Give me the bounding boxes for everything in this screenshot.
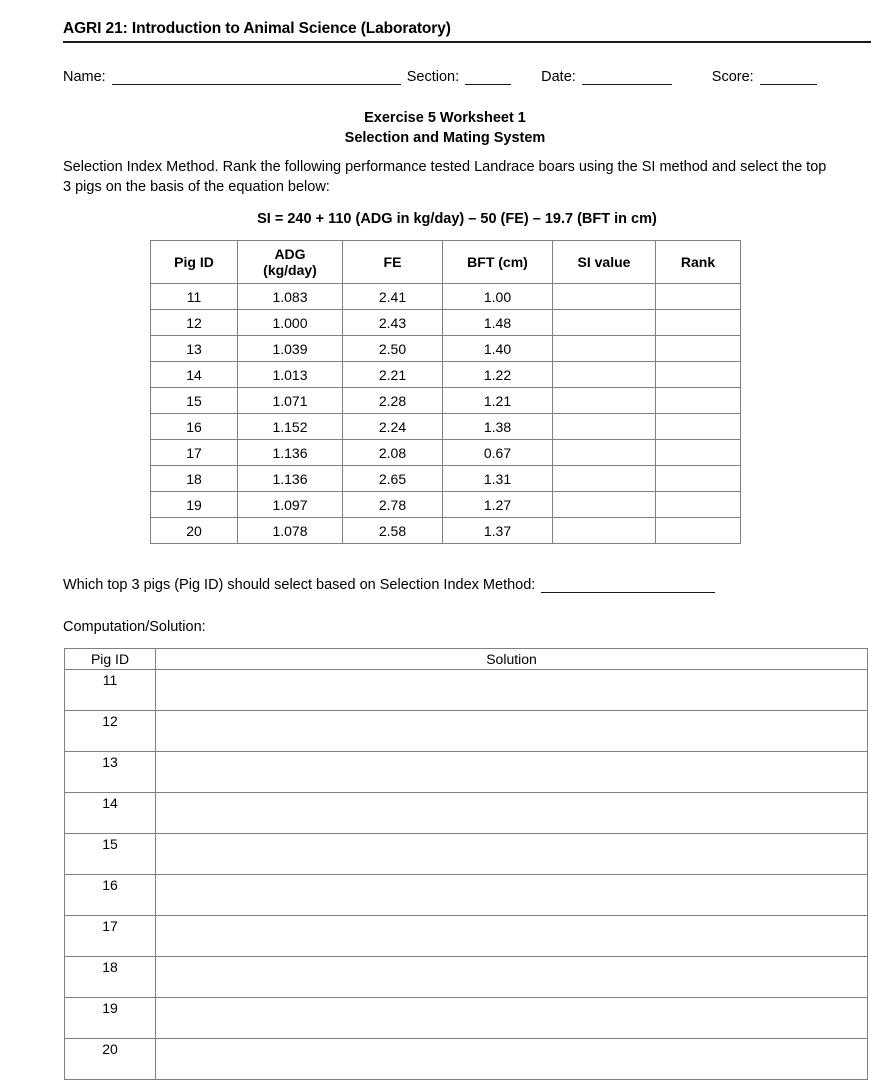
cell-si-value[interactable] bbox=[553, 518, 656, 544]
cell-rank[interactable] bbox=[656, 362, 741, 388]
section-input-blank[interactable] bbox=[465, 70, 511, 85]
cell-fe: 2.43 bbox=[343, 310, 443, 336]
cell-pig-id: 20 bbox=[151, 518, 238, 544]
cell-rank[interactable] bbox=[656, 414, 741, 440]
cell-fe: 2.58 bbox=[343, 518, 443, 544]
cell-pig-id: 12 bbox=[151, 310, 238, 336]
performance-data-table-wrapper bbox=[150, 240, 740, 544]
solution-row bbox=[65, 752, 868, 793]
cell-bft: 1.48 bbox=[443, 310, 553, 336]
table-row bbox=[151, 310, 741, 336]
cell-bft: 1.22 bbox=[443, 362, 553, 388]
score-label: Score: bbox=[711, 69, 754, 85]
cell-si-value[interactable] bbox=[553, 388, 656, 414]
performance-data-table bbox=[150, 240, 741, 544]
top-three-answer-blank[interactable] bbox=[541, 579, 715, 593]
cell-adg: 1.000 bbox=[238, 310, 343, 336]
table-row bbox=[151, 466, 741, 492]
solution-cell-pig-id: 15 bbox=[65, 834, 156, 875]
exercise-title-line2: Selection and Mating System bbox=[344, 130, 546, 146]
solution-cell-pig-id: 19 bbox=[65, 998, 156, 1039]
cell-rank[interactable] bbox=[656, 388, 741, 414]
score-input-blank[interactable] bbox=[760, 70, 817, 85]
solution-cell-pig-id: 16 bbox=[65, 875, 156, 916]
cell-rank[interactable] bbox=[656, 310, 741, 336]
solution-cell-pig-id: 12 bbox=[65, 711, 156, 752]
cell-fe: 2.28 bbox=[343, 388, 443, 414]
solution-cell-pig-id: 11 bbox=[65, 670, 156, 711]
column-header-adg-line1: ADG bbox=[274, 246, 306, 262]
solution-cell-pig-id: 13 bbox=[65, 752, 156, 793]
cell-bft: 1.31 bbox=[443, 466, 553, 492]
solution-cell-answer[interactable] bbox=[156, 711, 868, 752]
solution-cell-answer[interactable] bbox=[156, 834, 868, 875]
cell-adg: 1.097 bbox=[238, 492, 343, 518]
cell-rank[interactable] bbox=[656, 466, 741, 492]
solution-header-row bbox=[65, 649, 868, 670]
solution-row bbox=[65, 711, 868, 752]
name-input-blank[interactable] bbox=[112, 70, 401, 85]
column-header-bft: BFT (cm) bbox=[443, 241, 553, 284]
column-header-si-value: SI value bbox=[553, 241, 656, 284]
cell-rank[interactable] bbox=[656, 284, 741, 310]
cell-rank[interactable] bbox=[656, 518, 741, 544]
top-three-question-text: Which top 3 pigs (Pig ID) should select based on Selection Index Method: bbox=[63, 577, 536, 593]
table-row bbox=[151, 336, 741, 362]
cell-pig-id: 15 bbox=[151, 388, 238, 414]
column-header-rank: Rank bbox=[656, 241, 741, 284]
cell-fe: 2.50 bbox=[343, 336, 443, 362]
date-input-blank[interactable] bbox=[582, 70, 672, 85]
exercise-title-line1: Exercise 5 Worksheet 1 bbox=[364, 110, 526, 126]
computation-label: Computation/Solution: bbox=[63, 619, 206, 635]
table-row bbox=[151, 284, 741, 310]
table-row bbox=[151, 388, 741, 414]
solution-column-header-solution: Solution bbox=[156, 649, 868, 670]
solution-cell-pig-id: 20 bbox=[65, 1039, 156, 1080]
performance-data-table-body bbox=[151, 284, 741, 544]
solution-row bbox=[65, 916, 868, 957]
cell-si-value[interactable] bbox=[553, 336, 656, 362]
cell-si-value[interactable] bbox=[553, 284, 656, 310]
table-row bbox=[151, 414, 741, 440]
solution-column-header-pig-id: Pig ID bbox=[65, 649, 156, 670]
solution-row bbox=[65, 875, 868, 916]
solution-row bbox=[65, 670, 868, 711]
solution-cell-answer[interactable] bbox=[156, 916, 868, 957]
solution-cell-answer[interactable] bbox=[156, 1039, 868, 1080]
cell-si-value[interactable] bbox=[553, 440, 656, 466]
cell-fe: 2.65 bbox=[343, 466, 443, 492]
cell-si-value[interactable] bbox=[553, 310, 656, 336]
exercise-title bbox=[0, 108, 890, 148]
column-header-fe: FE bbox=[343, 241, 443, 284]
cell-adg: 1.136 bbox=[238, 466, 343, 492]
cell-fe: 2.21 bbox=[343, 362, 443, 388]
table-row bbox=[151, 518, 741, 544]
solution-cell-pig-id: 17 bbox=[65, 916, 156, 957]
solution-cell-answer[interactable] bbox=[156, 998, 868, 1039]
cell-pig-id: 17 bbox=[151, 440, 238, 466]
cell-pig-id: 16 bbox=[151, 414, 238, 440]
identity-line bbox=[63, 63, 875, 85]
cell-rank[interactable] bbox=[656, 492, 741, 518]
table-row bbox=[151, 440, 741, 466]
table-header-row bbox=[151, 241, 741, 284]
solution-row bbox=[65, 957, 868, 998]
cell-rank[interactable] bbox=[656, 336, 741, 362]
cell-adg: 1.039 bbox=[238, 336, 343, 362]
solution-cell-pig-id: 14 bbox=[65, 793, 156, 834]
cell-adg: 1.083 bbox=[238, 284, 343, 310]
solution-cell-answer[interactable] bbox=[156, 875, 868, 916]
cell-adg: 1.013 bbox=[238, 362, 343, 388]
selection-index-equation: SI = 240 + 110 (ADG in kg/day) – 50 (FE) – 19.7 (BFT in cm) bbox=[257, 211, 657, 227]
column-header-adg-line2: (kg/day) bbox=[263, 262, 317, 278]
table-row bbox=[151, 362, 741, 388]
column-header-adg bbox=[238, 241, 343, 284]
solution-table-wrapper bbox=[64, 648, 867, 1080]
cell-fe: 2.41 bbox=[343, 284, 443, 310]
cell-si-value[interactable] bbox=[553, 362, 656, 388]
top-three-question bbox=[63, 577, 875, 593]
column-header-pig-id: Pig ID bbox=[151, 241, 238, 284]
cell-si-value[interactable] bbox=[553, 492, 656, 518]
cell-pig-id: 14 bbox=[151, 362, 238, 388]
cell-bft: 1.40 bbox=[443, 336, 553, 362]
solution-cell-answer[interactable] bbox=[156, 957, 868, 998]
cell-bft: 0.67 bbox=[443, 440, 553, 466]
solution-cell-pig-id: 18 bbox=[65, 957, 156, 998]
solution-row bbox=[65, 998, 868, 1039]
solution-row bbox=[65, 793, 868, 834]
section-label: Section: bbox=[406, 69, 460, 85]
cell-bft: 1.00 bbox=[443, 284, 553, 310]
solution-cell-answer[interactable] bbox=[156, 752, 868, 793]
cell-rank[interactable] bbox=[656, 440, 741, 466]
cell-pig-id: 11 bbox=[151, 284, 238, 310]
cell-si-value[interactable] bbox=[553, 466, 656, 492]
solution-cell-answer[interactable] bbox=[156, 793, 868, 834]
cell-adg: 1.136 bbox=[238, 440, 343, 466]
cell-pig-id: 19 bbox=[151, 492, 238, 518]
instructions-paragraph: Selection Index Method. Rank the following performance tested Landrace boars using the SI method and select the top 3 pigs on the basis of the equation below: bbox=[63, 159, 827, 195]
cell-fe: 2.08 bbox=[343, 440, 443, 466]
solution-table bbox=[64, 648, 868, 1080]
solution-cell-answer[interactable] bbox=[156, 670, 868, 711]
page-title: AGRI 21: Introduction to Animal Science (Laboratory) bbox=[63, 20, 451, 37]
cell-pig-id: 18 bbox=[151, 466, 238, 492]
solution-table-body bbox=[65, 670, 868, 1080]
date-label: Date: bbox=[541, 69, 576, 85]
cell-bft: 1.38 bbox=[443, 414, 553, 440]
cell-pig-id: 13 bbox=[151, 336, 238, 362]
name-label: Name: bbox=[63, 69, 106, 85]
cell-adg: 1.071 bbox=[238, 388, 343, 414]
cell-adg: 1.152 bbox=[238, 414, 343, 440]
cell-bft: 1.21 bbox=[443, 388, 553, 414]
cell-bft: 1.27 bbox=[443, 492, 553, 518]
solution-row bbox=[65, 1039, 868, 1080]
solution-row bbox=[65, 834, 868, 875]
course-header bbox=[63, 20, 871, 43]
cell-bft: 1.37 bbox=[443, 518, 553, 544]
cell-fe: 2.24 bbox=[343, 414, 443, 440]
table-row bbox=[151, 492, 741, 518]
cell-adg: 1.078 bbox=[238, 518, 343, 544]
cell-fe: 2.78 bbox=[343, 492, 443, 518]
cell-si-value[interactable] bbox=[553, 414, 656, 440]
